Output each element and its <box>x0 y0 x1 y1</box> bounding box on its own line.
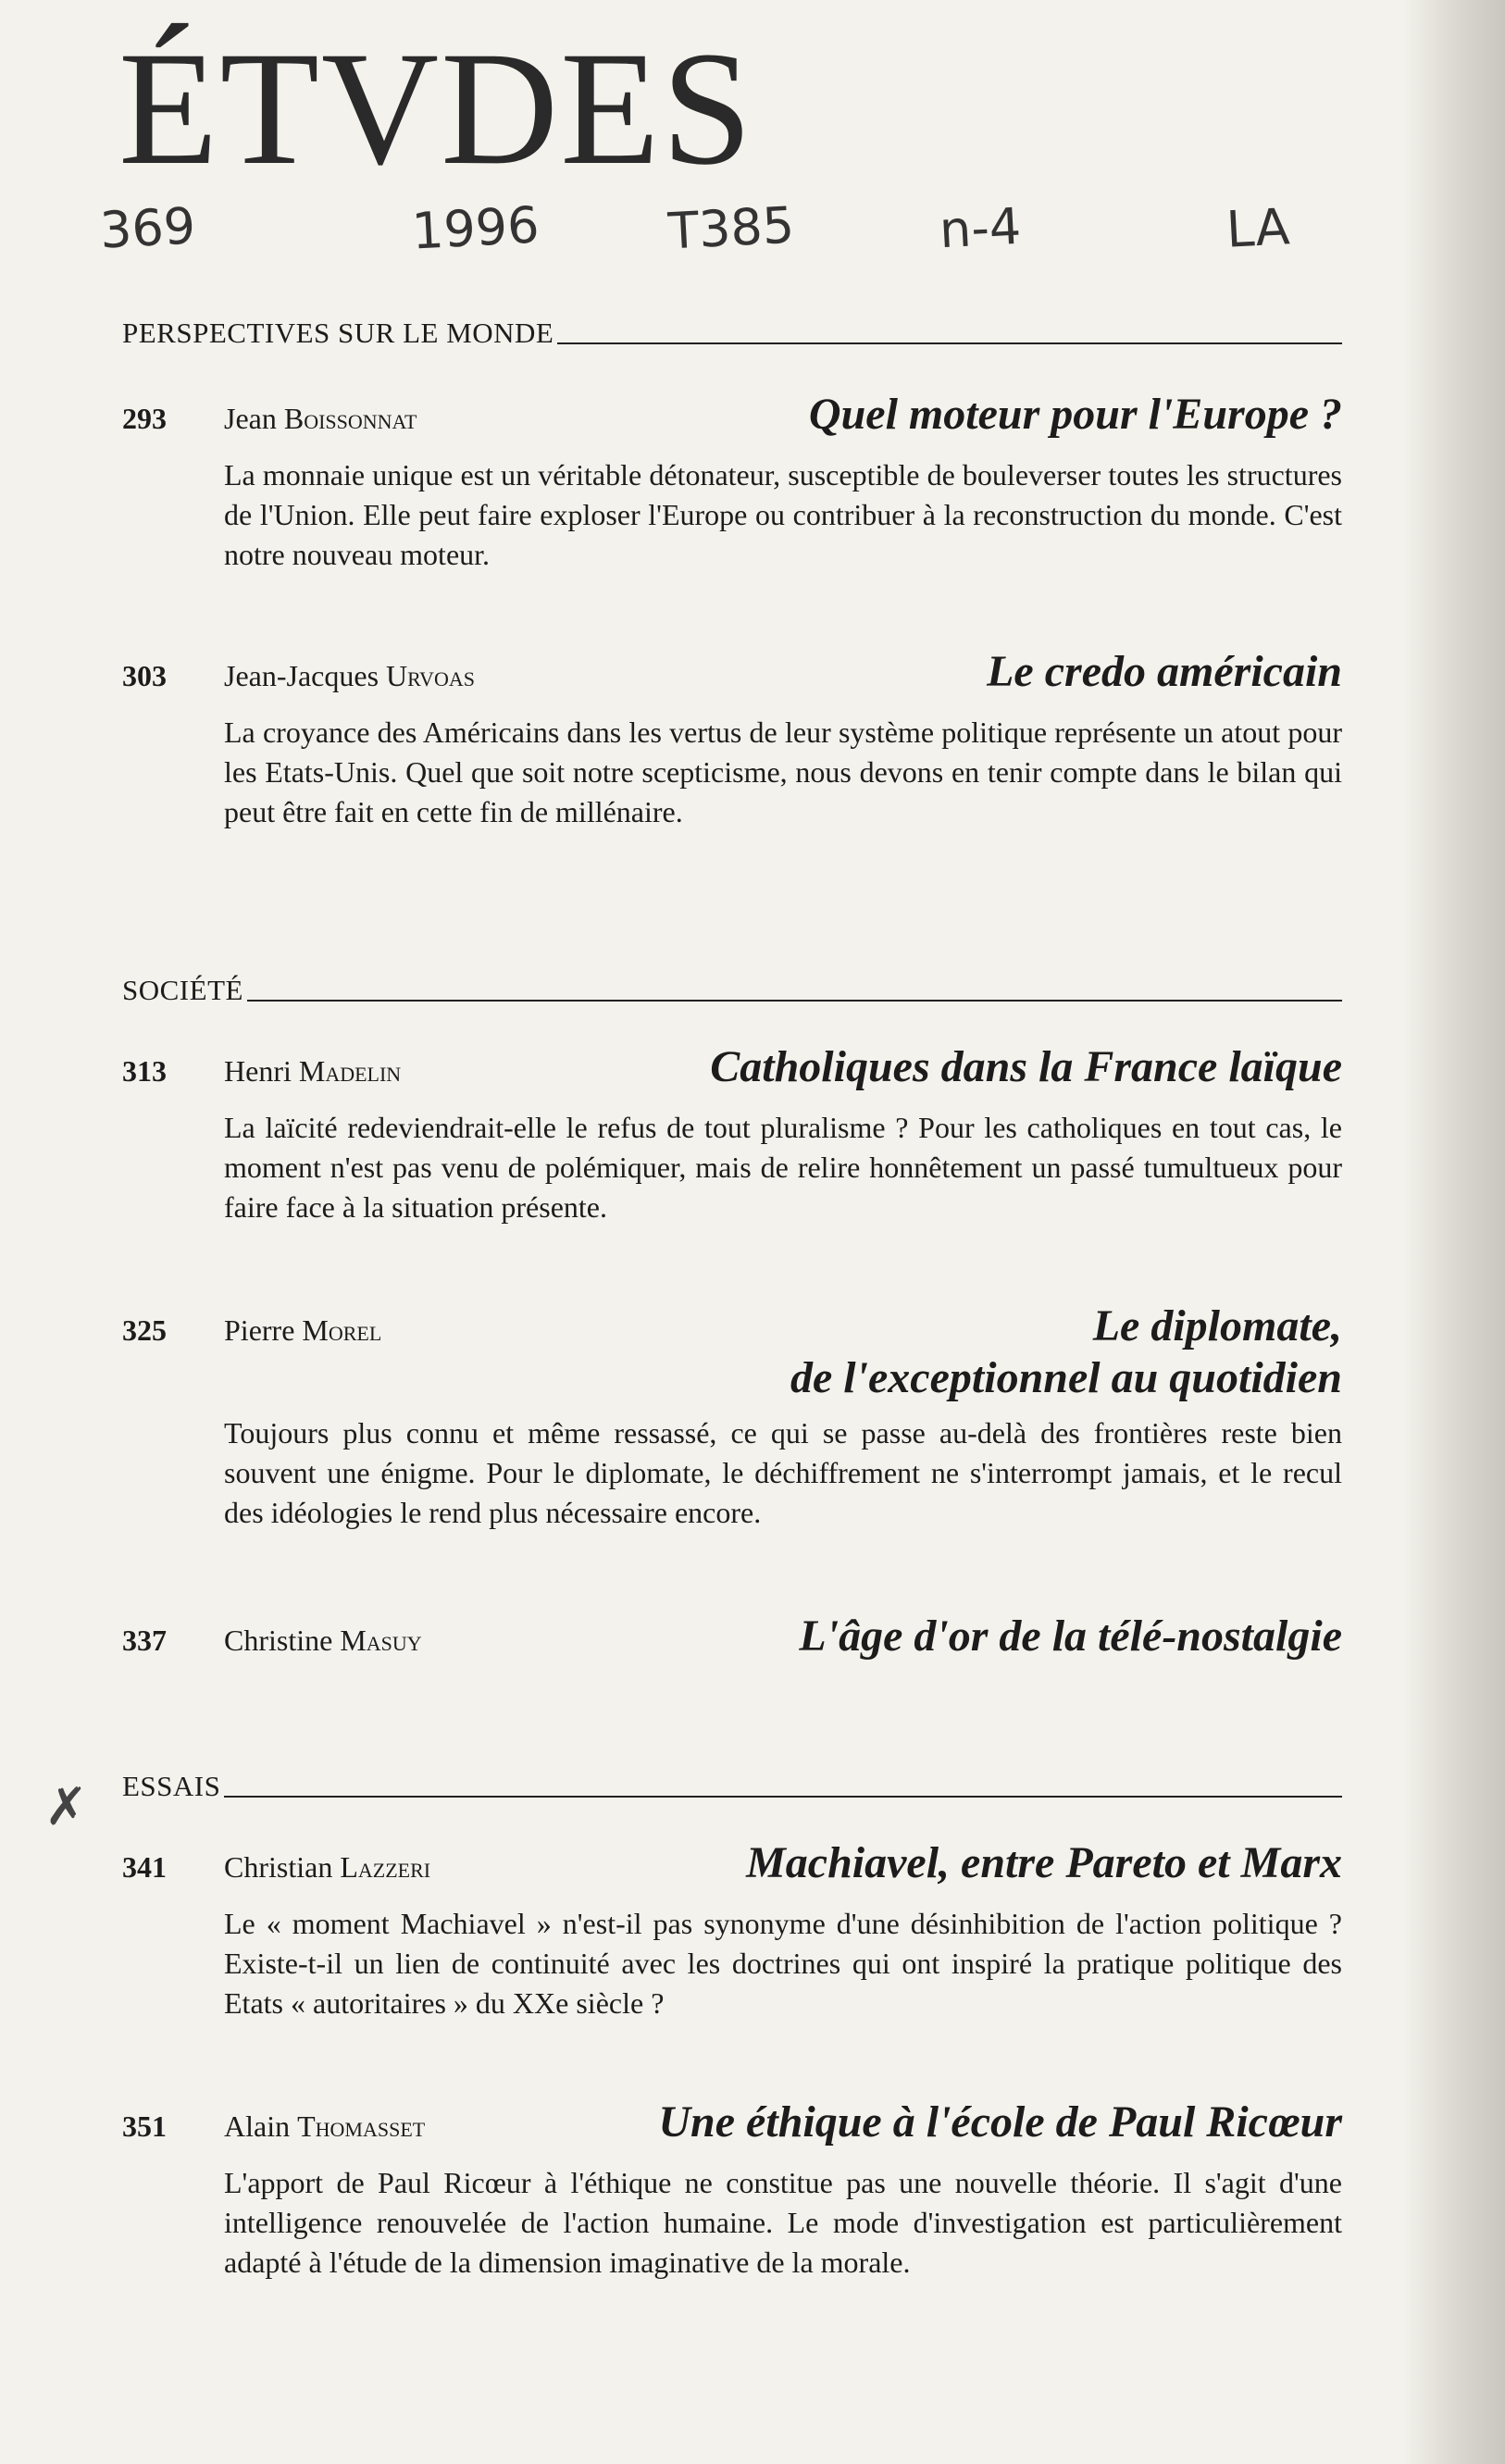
author: Jean Boissonnat <box>224 402 417 435</box>
handwritten-note: 1996 <box>410 195 541 261</box>
author: Jean-Jacques Urvoas <box>224 659 475 692</box>
page-number: 341 <box>122 1850 167 1884</box>
article-title: Une éthique à l'école de Paul Ricœur <box>658 2097 1342 2147</box>
article-title-continued: de l'exceptionnel au quotidien <box>790 1353 1342 1402</box>
article-description: Toujours plus connu et même ressassé, ce qui se passe au-delà des frontières reste bien souvent une énigme. Pour le diplomate, le déchiffrement ne s'interrompt jamais, et le recul des idéologies le rend plus nécessaire encore. <box>224 1416 1342 1529</box>
page-number: 351 <box>122 2109 167 2143</box>
toc-entry <box>122 646 1342 832</box>
toc-entry <box>122 1611 1342 1662</box>
article-title: Le credo américain <box>987 647 1342 696</box>
section-header <box>122 974 1342 1007</box>
toc-entry <box>122 389 1342 575</box>
handwritten-note: 369 <box>98 196 197 260</box>
page-number: 337 <box>122 1624 167 1657</box>
section-label: ESSAIS <box>122 1770 221 1802</box>
author: Alain Thomasset <box>224 2109 426 2143</box>
page-number: 325 <box>122 1313 167 1347</box>
article-title: Machiavel, entre Pareto et Marx <box>746 1838 1342 1887</box>
handwritten-note: n-4 <box>938 196 1023 260</box>
author: Pierre Morel <box>224 1313 382 1347</box>
article-description: La laïcité redeviendrait-elle le refus de tout pluralisme ? Pour les catholiques en tout cas, le moment n'est pas venu de polémiquer, mais de relire honnêtement un passé tumultueux pour faire face à la situation présente. <box>224 1111 1342 1224</box>
article-description: La monnaie unique est un véritable détonateur, susceptible de bouleverser toutes les structures de l'Union. Elle peut faire exploser l'Europe ou contribuer à la reconstruction du monde. C'est notre nouveau moteur. <box>224 458 1342 571</box>
article-description: La croyance des Américains dans les vertus de leur système politique représente un atout pour les Etats-Unis. Quel que soit notre scepticisme, nous devons en tenir compte dans le bilan qui peut être fait en cette fin de millénaire. <box>224 716 1342 828</box>
section-rule <box>247 1000 1342 1002</box>
margin-mark: ✗ <box>44 1777 88 1837</box>
page-number: 303 <box>122 659 167 692</box>
section-label: PERSPECTIVES SUR LE MONDE <box>122 317 554 349</box>
author: Henri Madelin <box>224 1054 402 1088</box>
section-header <box>122 1770 1342 1803</box>
article-title: Catholiques dans la France laïque <box>710 1042 1342 1091</box>
article-title: L'âge d'or de la télé-nostalgie <box>799 1612 1342 1661</box>
section-rule <box>224 1796 1342 1798</box>
toc-entry <box>122 1300 1342 1533</box>
page-number: 293 <box>122 402 167 435</box>
article-title: Le diplomate, <box>1092 1301 1342 1350</box>
handwritten-note: T385 <box>666 195 796 261</box>
author: Christine Masuy <box>224 1624 422 1657</box>
article-title: Quel moteur pour l'Europe ? <box>808 390 1342 439</box>
author: Christian Lazzeri <box>224 1850 431 1884</box>
section-label: SOCIÉTÉ <box>122 974 243 1006</box>
journal-masthead: ÉTVDES <box>118 19 754 199</box>
page-edge-shadow <box>1403 0 1505 2464</box>
toc-entry <box>122 1837 1342 2023</box>
page-number: 313 <box>122 1054 167 1088</box>
section-header <box>122 317 1342 350</box>
handwritten-note: LA <box>1225 197 1291 259</box>
section-rule <box>557 342 1342 344</box>
article-description: L'apport de Paul Ricœur à l'éthique ne constitue pas une nouvelle théorie. Il s'agit d'une intelligence renouvelée de l'action humaine. Le mode d'investigation est particulièrement adapté à l'étude de la dimension imaginative de la morale. <box>224 2166 1342 2279</box>
toc-entry <box>122 1041 1342 1227</box>
toc-entry <box>122 2097 1342 2283</box>
article-description: Le « moment Machiavel » n'est-il pas synonyme d'une désinhibition de l'action politique ? Existe-t-il un lien de continuité avec les doctrines qui ont inspiré la pratique politique des Etats « autoritaires » du XXe siècle ? <box>224 1907 1342 2020</box>
